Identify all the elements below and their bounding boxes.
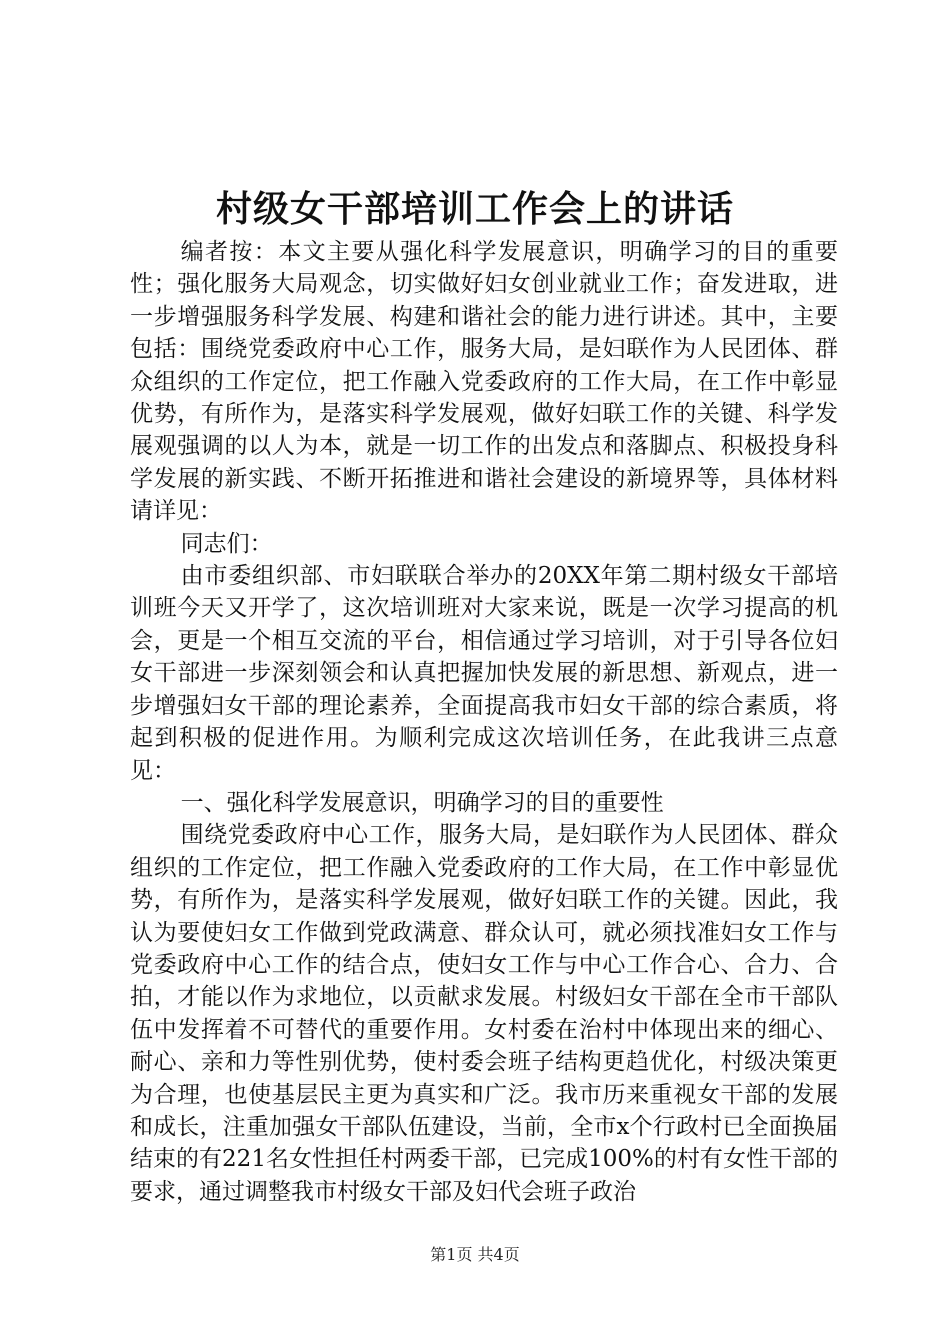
- salutation-paragraph: 同志们：: [180, 530, 273, 557]
- section-1-paragraph: 围绕党委政府中心工作，服务大局，是妇联作为人民团体、群众组织的工作定位，把工作融入党委政府的工作大局，在工作中彰显优势，有所作为，是落实科学发展观，做好妇联工作的关键。因此，我认为要使妇女工作做到党政满意、群众认可，就必须找准妇女工作与党委政府中心工作的结合点，使妇女工作与中心工作合心、合力、合拍，才能以作为求地位，以贡献求发展。村级妇女干部在全市干部队伍中发挥着不可替代的重要作用。女村委在治村中体现出来的细心、耐心、亲和力等性别优势，使村委会班子结构更趋优化，村级决策更为合理，也使基层民主更为真实和广泛。我市历来重视女干部的发展和成长，注重加强女干部队伍建设，当前，全市x个行政村已全面换届结束的有221名女性担任村两委干部，已完成100%的村有女性干部的要求，通过调整我市村级女干部及妇代会班子政治: [130, 822, 838, 1205]
- document-title: 村级女干部培训工作会上的讲话: [215, 188, 734, 230]
- intro-paragraph: 由市委组织部、市妇联联合举办的20XX年第二期村级女干部培训班今天又开学了，这次培训班对大家来说，既是一次学习提高的机会，更是一个相互交流的平台，相信通过学习培训，对于引导各位妇女干部进一步深刻领会和认真把握加快发展的新思想、新观点，进一步增强妇女干部的理论素养，全面提高我市妇女干部的综合素质，将起到积极的促进作用。为顺利完成这次培训任务，在此我讲三点意见：: [130, 563, 838, 784]
- editor-note-paragraph: 编者按：本文主要从强化科学发展意识，明确学习的目的重要性；强化服务大局观念，切实做好妇女创业就业工作；奋发进取，进一步增强服务科学发展、构建和谐社会的能力进行讲述。其中，主要包括：围绕党委政府中心工作，服务大局，是妇联作为人民团体、群众组织的工作定位，把工作融入党委政府的工作大局，在工作中彰显优势，有所作为，是落实科学发展观，做好妇联工作的关键、科学发展观强调的以人为本，就是一切工作的出发点和落脚点、积极投身科学发展的新实践、不断开拓推进和谐社会建设的新境界等，具体材料请详见：: [130, 239, 838, 525]
- page-footer: 第1页 共4页: [430, 1245, 520, 1264]
- section-heading-1: 一、强化科学发展意识，明确学习的目的重要性: [180, 789, 664, 816]
- document-body: [130, 236, 838, 1208]
